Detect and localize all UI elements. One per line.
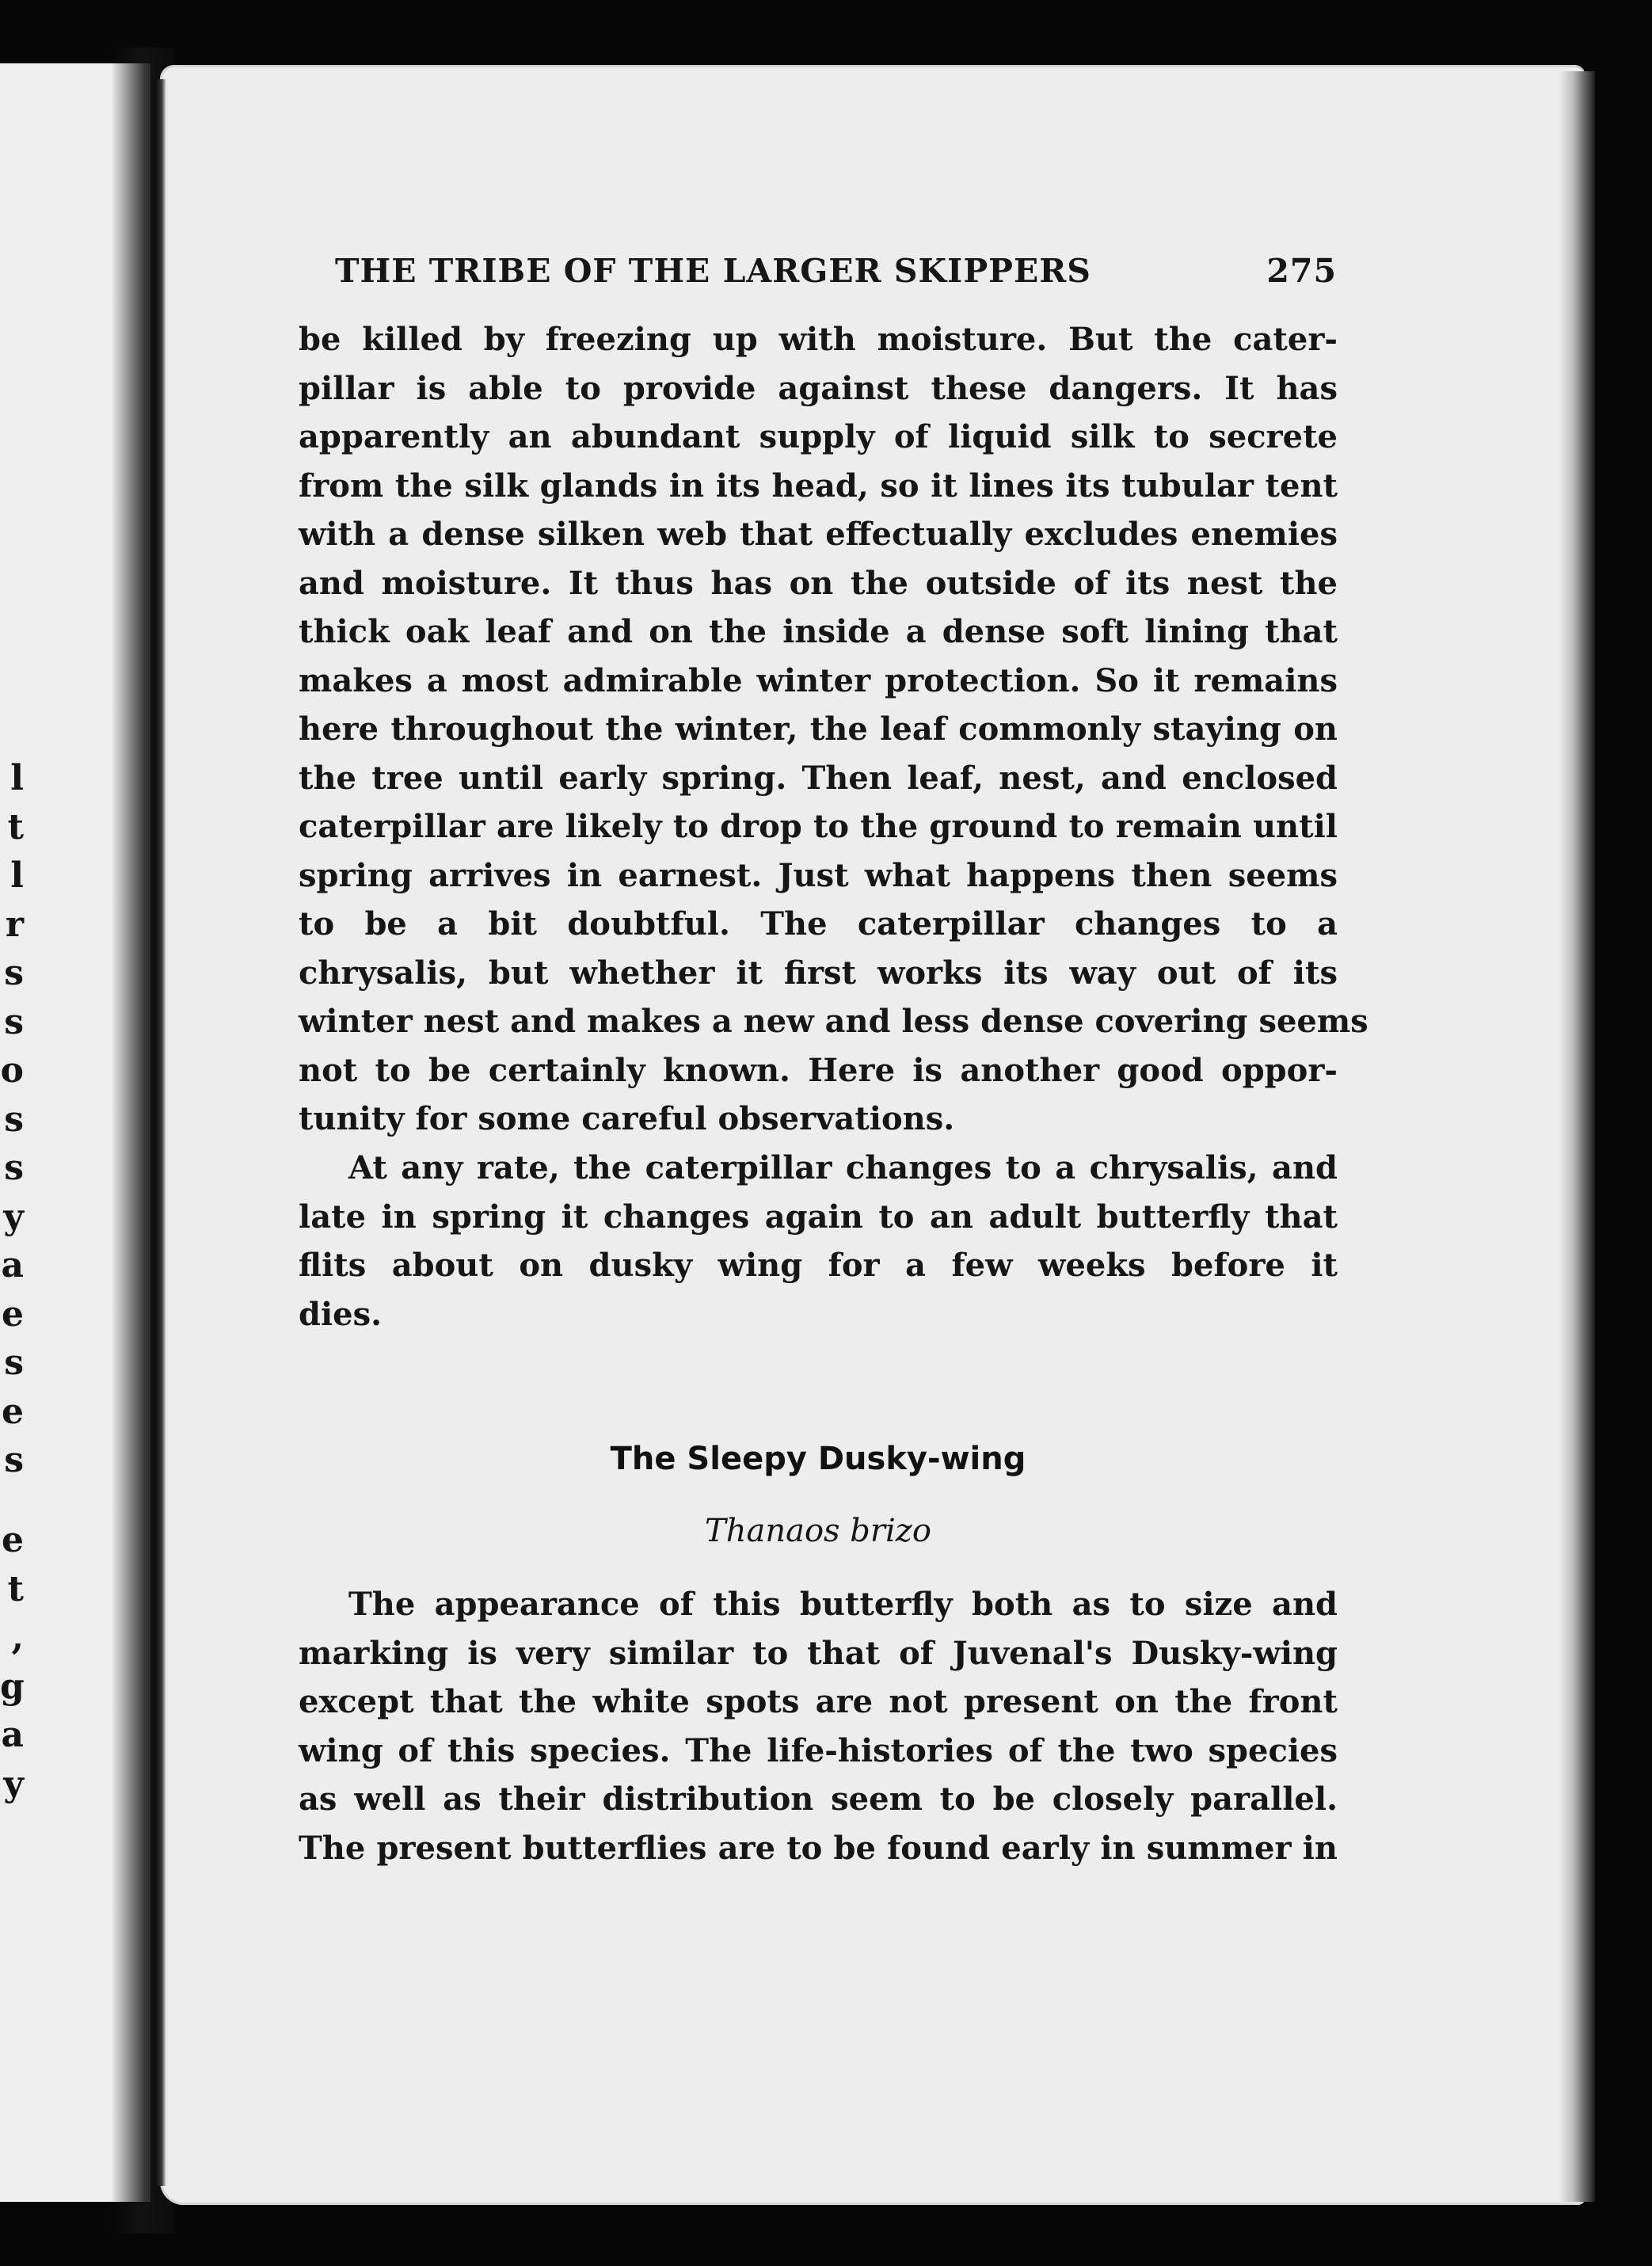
- text-line: thick oak leaf and on the inside a dense soft lining that: [299, 613, 1338, 650]
- previous-page-char: y: [3, 1196, 24, 1237]
- text-line: dies.: [299, 1295, 383, 1333]
- running-head: [335, 246, 1337, 296]
- previous-page-char: e: [2, 1293, 24, 1335]
- text-line: late in spring it changes again to an adult butterfly that: [299, 1198, 1338, 1236]
- previous-page-char: e: [2, 1391, 24, 1432]
- previous-page-char: t: [7, 1568, 24, 1609]
- section-heading: The Sleepy Dusky-wing: [610, 1441, 1026, 1477]
- text-line: to be a bit doubtful. The caterpillar changes to a: [299, 905, 1338, 943]
- scientific-name: Thanaos brizo: [705, 1513, 931, 1549]
- previous-page-char: l: [10, 758, 24, 798]
- page-number: 275: [1266, 252, 1337, 290]
- previous-page-char: t: [7, 806, 24, 847]
- text-line: chrysalis, but whether it first works its way out of its: [299, 954, 1338, 992]
- text-line: except that the white spots are not present on the front: [299, 1683, 1338, 1720]
- text-line: The appearance of this butterfly both as to size and: [348, 1586, 1338, 1623]
- previous-page-char: o: [0, 1050, 24, 1091]
- page-right-edge-shadow: [1559, 71, 1595, 2202]
- text-line: wing of this species. The life-histories of the two species: [299, 1731, 1338, 1769]
- text-line: and moisture. It thus has on the outside of its nest the: [299, 564, 1338, 602]
- text-line: from the silk glands in its head, so it lines its tubular tent: [299, 467, 1338, 505]
- previous-page-char: s: [4, 1342, 24, 1383]
- text-line: spring arrives in earnest. Just what happens then seems: [299, 856, 1338, 894]
- text-line: tunity for some careful observations.: [299, 1100, 955, 1137]
- previous-page-char: y: [3, 1763, 24, 1804]
- previous-page-char: r: [5, 904, 24, 945]
- previous-page-char: s: [4, 1148, 24, 1188]
- text-line: At any rate, the caterpillar changes to a chrysalis, and: [348, 1149, 1338, 1186]
- previous-page-char: a: [1, 1715, 24, 1755]
- previous-page-char: s: [4, 1099, 24, 1140]
- running-head-title: THE TRIBE OF THE LARGER SKIPPERS: [335, 252, 1091, 290]
- text-line: apparently an abundant supply of liquid silk to secrete: [299, 418, 1338, 455]
- text-line: marking is very similar to that of Juvenal's Dusky-wing: [299, 1634, 1338, 1672]
- text-line: caterpillar are likely to drop to the ground to remain until: [299, 808, 1338, 845]
- text-line: the tree until early spring. Then leaf, nest, and enclosed: [299, 759, 1338, 797]
- text-line: The present butterflies are to be found early in summer in: [299, 1829, 1338, 1867]
- page-left-edge: [155, 79, 166, 2186]
- previous-page-char: l: [10, 855, 24, 896]
- previous-page-char: s: [4, 1001, 24, 1042]
- text-line: winter nest and makes a new and less dense covering seems: [299, 1003, 1368, 1040]
- previous-page-char: s: [4, 1440, 24, 1480]
- previous-page-char: s: [4, 953, 24, 993]
- previous-page-char: ,: [11, 1617, 24, 1658]
- previous-page-char: g: [0, 1666, 25, 1707]
- text-line: with a dense silken web that effectually excludes enemies: [299, 516, 1338, 553]
- text-line: makes a most admirable winter protection. So it remains: [299, 661, 1338, 699]
- previous-page-char: e: [2, 1520, 24, 1560]
- text-line: pillar is able to provide against these dangers. It has: [299, 369, 1338, 407]
- previous-page-char: a: [1, 1245, 24, 1285]
- text-line: as well as their distribution seem to be closely parallel.: [299, 1780, 1338, 1818]
- text-line: flits about on dusky wing for a few weeks before it: [299, 1247, 1338, 1284]
- text-line: here throughout the winter, the leaf commonly staying on: [299, 710, 1338, 748]
- text-line: be killed by freezing up with moisture. But the cater-: [299, 321, 1338, 358]
- text-line: not to be certainly known. Here is another good oppor-: [299, 1051, 1338, 1089]
